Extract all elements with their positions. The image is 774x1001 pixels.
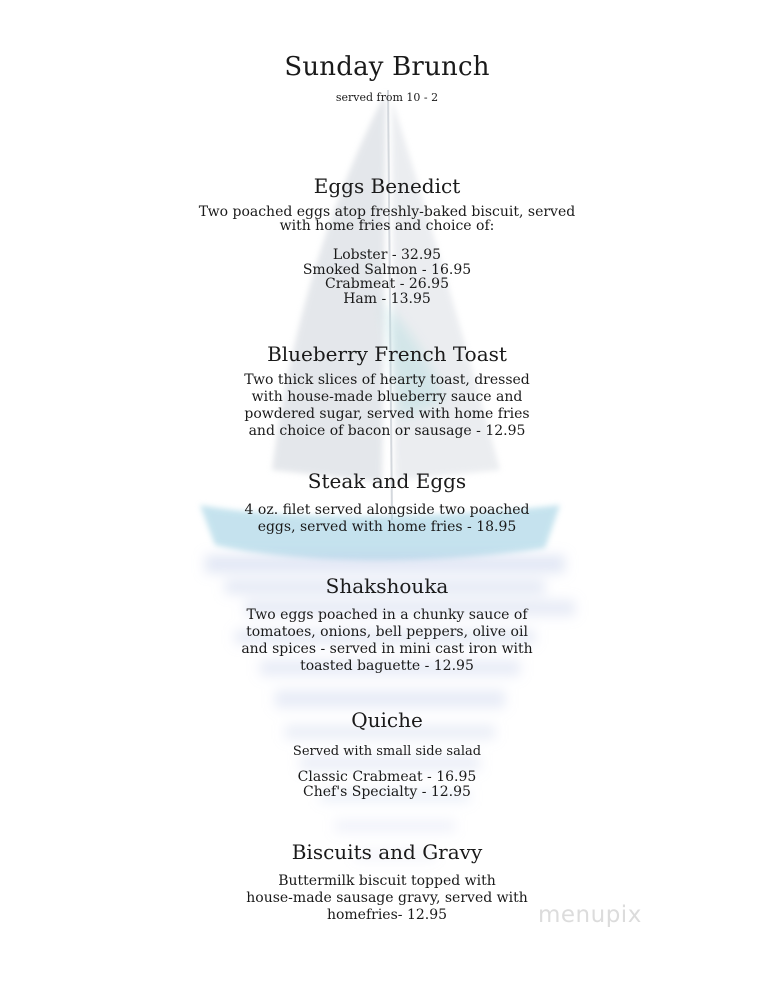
option-lobster: Lobster - 32.95 bbox=[332, 247, 442, 263]
eggs-benedict-description: Two poached eggs atop freshly-baked biscuit, served with home fries and choice of: bbox=[198, 204, 576, 234]
menu-subtitle: served from 10 - 2 bbox=[335, 91, 439, 104]
quiche-description: Served with small side salad bbox=[292, 744, 482, 759]
eggs-benedict-heading: Eggs Benedict bbox=[313, 174, 461, 198]
french-toast-heading: Blueberry French Toast bbox=[267, 342, 507, 366]
option-ham: Ham - 13.95 bbox=[343, 290, 431, 307]
shakshouka-heading: Shakshouka bbox=[325, 574, 449, 598]
menu-title: Sunday Brunch bbox=[284, 52, 490, 82]
quiche-options bbox=[0, 770, 774, 799]
quiche-heading: Quiche bbox=[351, 708, 423, 732]
option-classic-crabmeat: Classic Crabmeat - 16.95 bbox=[297, 769, 477, 785]
shakshouka-description: Two eggs poached in a chunky sauce of tomatoes, onions, bell peppers, olive oil and spices - served in mini cast iron with toasted baguette - 12.95 bbox=[241, 607, 533, 674]
option-chefs-specialty: Chef's Specialty - 12.95 bbox=[303, 783, 471, 800]
biscuits-gravy-heading: Biscuits and Gravy bbox=[291, 840, 483, 864]
biscuits-gravy-description: Buttermilk biscuit topped with house-made sausage gravy, served with homefries- 12.95 bbox=[246, 873, 528, 923]
steak-eggs-heading: Steak and Eggs bbox=[307, 469, 467, 493]
eggs-benedict-options bbox=[0, 248, 774, 306]
menupix-watermark: menupix bbox=[538, 902, 642, 928]
steak-eggs-description: 4 oz. filet served alongside two poached eggs, served with home fries - 18.95 bbox=[244, 502, 530, 535]
option-smoked-salmon: Smoked Salmon - 16.95 bbox=[302, 261, 472, 278]
option-crabmeat: Crabmeat - 26.95 bbox=[325, 276, 449, 292]
french-toast-description: Two thick slices of hearty toast, dressed with house-made blueberry sauce and powdered sugar, served with home fries and choice of bacon or sausage - 12.95 bbox=[244, 372, 530, 439]
